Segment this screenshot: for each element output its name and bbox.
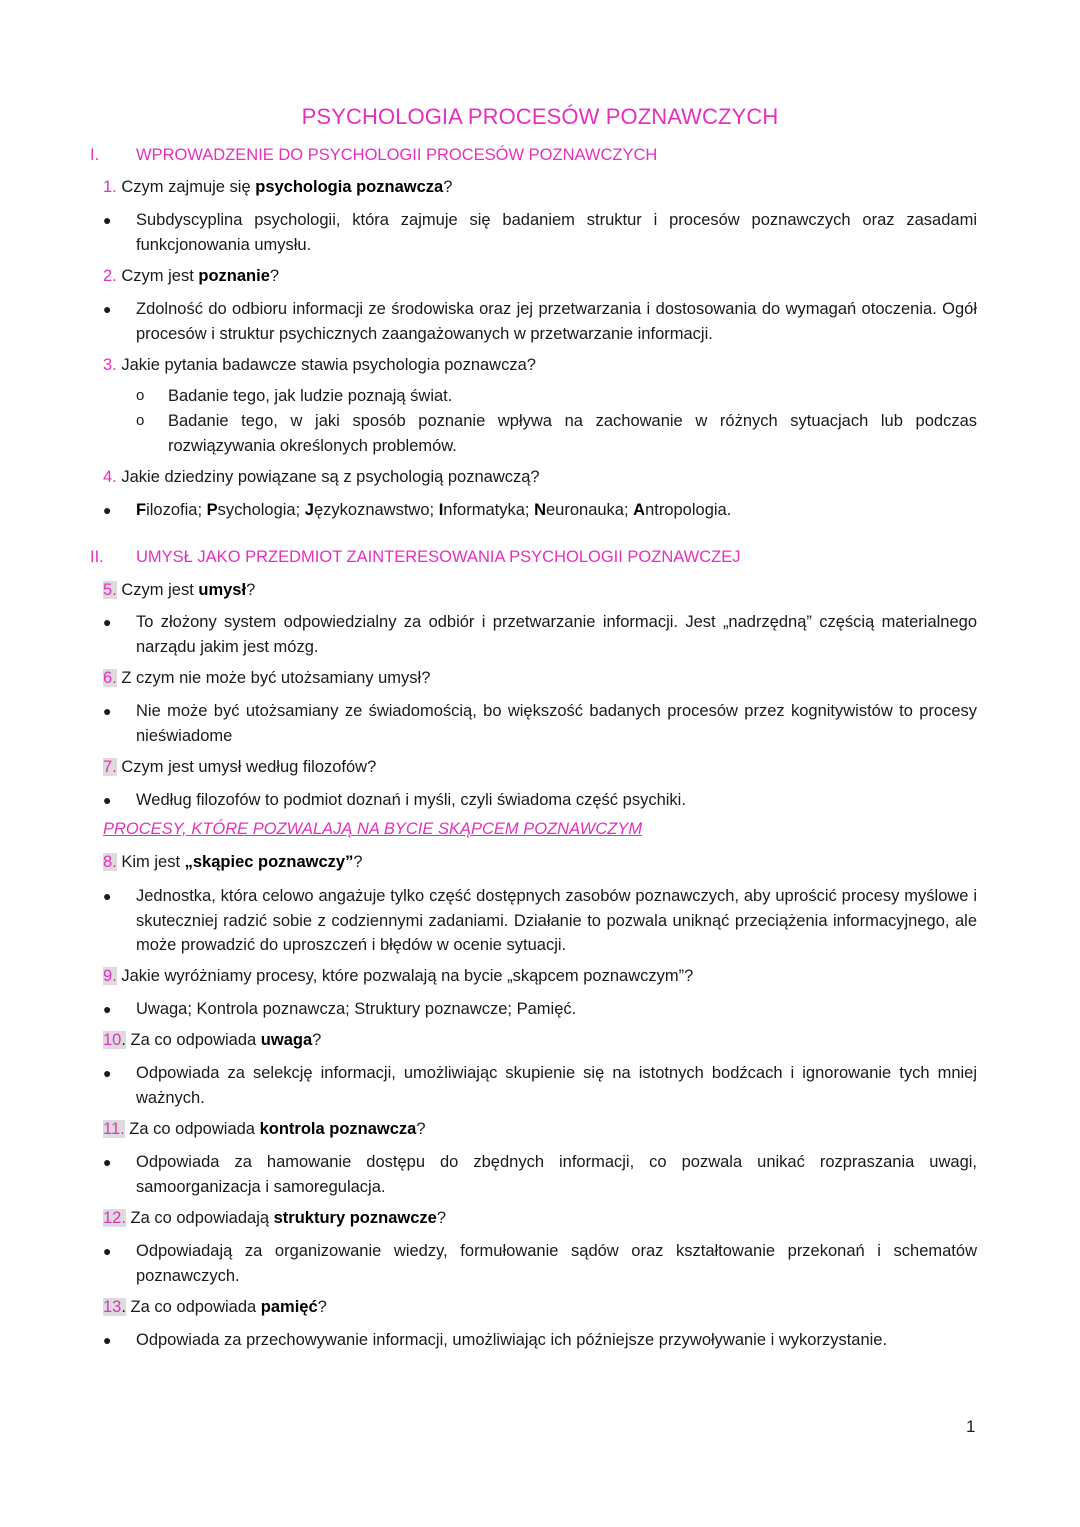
- subsection-heading: PROCESY, KTÓRE POZWALAJĄ NA BYCIE SKĄPCEM POZNAWCZYM: [103, 820, 643, 838]
- answer-12: [103, 1239, 977, 1288]
- answer-11: [103, 1150, 977, 1199]
- section-roman-numeral: I.: [90, 146, 100, 164]
- field-name: ntropologia.: [645, 501, 732, 519]
- question-mark: ?: [416, 1120, 426, 1138]
- question-text: Czym jest: [121, 267, 199, 285]
- question-13: [103, 1296, 327, 1318]
- section-roman-numeral: II.: [90, 548, 104, 566]
- answer-text: Nie może być utożsamiany ze świadomością, bo większość badanych procesów przez kognitywistów to procesy nieświadome: [136, 702, 977, 745]
- question-number: 8.: [103, 853, 117, 871]
- answer-8: [103, 884, 977, 958]
- question-text: Jakie dziedziny powiązane są z psychologią poznawczą?: [121, 468, 540, 486]
- answer-2: [103, 297, 977, 346]
- question-number-digits: 10: [103, 1031, 122, 1049]
- bullet-icon: ●: [103, 703, 112, 719]
- answer-7: [103, 788, 977, 813]
- answer-text: Odpowiada za hamowanie dostępu do zbędnych informacji, co pozwala unikać rozpraszania uwagi, samoorganizacja i samoregulacja.: [136, 1153, 977, 1196]
- question-keyword: kontrola poznawcza: [259, 1120, 417, 1138]
- section-heading-1: [90, 146, 657, 165]
- field-initial: A: [633, 501, 646, 519]
- question-text: Za co odpowiada: [124, 1120, 260, 1138]
- question-8: [103, 851, 363, 873]
- question-number: 2.: [103, 267, 117, 285]
- question-keyword: struktury poznawcze: [273, 1209, 437, 1227]
- sub-answer-3-1: [136, 384, 977, 409]
- answer-4: [103, 498, 977, 523]
- question-text: Za co odpowiadają: [125, 1209, 274, 1227]
- answer-13: [103, 1328, 977, 1353]
- bullet-icon: ●: [103, 614, 112, 630]
- question-3: [103, 354, 536, 376]
- fields-list: [136, 498, 977, 523]
- question-text: Czym jest umysł według filozofów?: [121, 758, 377, 776]
- question-mark: ?: [312, 1031, 322, 1049]
- bullet-icon: ●: [103, 792, 112, 808]
- question-number-dot: .: [121, 1298, 126, 1316]
- question-number: 3.: [103, 356, 117, 374]
- answer-text: Odpowiada za selekcję informacji, umożliwiając skupienie się na istotnych bodźcach i ignorowanie tych mniej ważnych.: [136, 1064, 977, 1107]
- answer-6: [103, 699, 977, 748]
- question-text: Czym zajmuje się: [121, 178, 256, 196]
- sub-bullet-icon: o: [136, 387, 145, 404]
- question-keyword: poznanie: [198, 267, 270, 285]
- answer-text: Subdyscyplina psychologii, która zajmuje się badaniem struktur i procesów poznawczych oraz zasadami funkcjonowania umysłu.: [136, 211, 977, 254]
- bullet-icon: ●: [103, 1065, 112, 1081]
- question-number: 6.: [103, 669, 117, 687]
- question-number: [103, 1298, 126, 1316]
- question-9: [103, 965, 693, 987]
- question-keyword: pamięć: [260, 1298, 318, 1316]
- question-text: Kim jest: [121, 853, 185, 871]
- question-number: 11.: [103, 1120, 125, 1138]
- question-mark: ?: [246, 581, 256, 599]
- page-number: 1: [966, 1417, 976, 1436]
- field-initial: I: [438, 501, 444, 519]
- question-number: [103, 1031, 126, 1049]
- question-mark: ?: [443, 178, 453, 196]
- question-text: Jakie pytania badawcze stawia psychologia poznawcza?: [121, 356, 536, 374]
- answer-text: Jednostka, która celowo angażuje tylko część dostępnych zasobów poznawczych, aby uprościć procesy myślowe i skuteczniej radzić sobie z codziennymi zadaniami. Działanie to pozwala uniknąć przeciążenia informacyjnego, ale może prowadzić do uproszczeń i błędów w ocenie sytuacji.: [136, 887, 977, 954]
- answer-10: [103, 1061, 977, 1110]
- bullet-icon: ●: [103, 212, 112, 228]
- answer-9: [103, 997, 977, 1022]
- question-number: 7.: [103, 758, 117, 776]
- question-mark: ?: [436, 1209, 447, 1227]
- section-title: UMYSŁ JAKO PRZEDMIOT ZAINTERESOWANIA PSYCHOLOGII POZNAWCZEJ: [136, 548, 741, 566]
- sub-bullet-icon: o: [136, 412, 145, 429]
- section-heading-2: [90, 548, 740, 567]
- field-name: sychologia;: [217, 501, 305, 519]
- bullet-icon: ●: [103, 1154, 112, 1170]
- answer-text: Zdolność do odbioru informacji ze środowiska oraz jej przetwarzania i dostosowania do wymagań otoczenia. Ogół procesów i struktur psychicznych zaangażowanych w przetwarzanie informacji.: [136, 300, 977, 343]
- field-name: ilozofia;: [146, 501, 207, 519]
- bullet-icon: ●: [103, 1332, 112, 1348]
- question-5: [103, 579, 255, 601]
- question-10: [103, 1029, 321, 1051]
- field-name: ęzykoznawstwo;: [313, 501, 439, 519]
- bullet-icon: ●: [103, 1243, 112, 1259]
- field-initial: P: [206, 501, 218, 519]
- question-keyword: uwaga: [260, 1031, 313, 1049]
- question-number: 5.: [103, 581, 117, 599]
- question-11: [103, 1118, 426, 1140]
- question-4: [103, 466, 540, 488]
- section-title: WPROWADZENIE DO PSYCHOLOGII PROCESÓW POZNAWCZYCH: [136, 146, 658, 164]
- question-number: 12.: [103, 1209, 126, 1227]
- answer-text: To złożony system odpowiedzialny za odbiór i przetwarzanie informacji. Jest „nadrzędną” częścią materialnego narządu jakim jest mózg.: [136, 613, 977, 656]
- answer-text: Badanie tego, w jaki sposób poznanie wpływa na zachowanie w różnych sytuacjach lub podczas rozwiązywania określonych problemów.: [168, 412, 977, 455]
- question-keyword: „skąpiec poznawczy”: [184, 853, 354, 871]
- bullet-icon: ●: [103, 301, 112, 317]
- question-text: Za co odpowiada: [125, 1031, 261, 1049]
- answer-text: Odpowiada za przechowywanie informacji, umożliwiając ich późniejsze przywoływanie i wykorzystanie.: [136, 1331, 888, 1349]
- question-mark: ?: [269, 267, 280, 285]
- field-name: nformatyka;: [443, 501, 535, 519]
- question-text: Czym jest: [121, 581, 199, 599]
- question-mark: ?: [317, 1298, 327, 1316]
- answer-text: Uwaga; Kontrola poznawcza; Struktury poznawcze; Pamięć.: [136, 1000, 577, 1018]
- field-initial: N: [534, 501, 546, 519]
- question-number: 4.: [103, 468, 117, 486]
- bullet-icon: ●: [103, 1001, 112, 1017]
- question-number: 1.: [103, 178, 117, 196]
- question-number: 9.: [103, 967, 117, 985]
- bullet-icon: ●: [103, 502, 112, 518]
- bullet-icon: ●: [103, 888, 112, 904]
- question-6: [103, 667, 430, 689]
- answer-1: [103, 208, 977, 257]
- question-text: Z czym nie może być utożsamiany umysł?: [121, 669, 431, 687]
- question-number-dot: .: [121, 1031, 126, 1049]
- question-text: Za co odpowiada: [125, 1298, 261, 1316]
- field-initial: F: [136, 501, 147, 519]
- question-number-digits: 13: [103, 1298, 122, 1316]
- field-initial: J: [304, 501, 314, 519]
- answer-text: Według filozofów to podmiot doznań i myśli, czyli świadoma część psychiki.: [136, 791, 686, 809]
- answer-text: Odpowiadają za organizowanie wiedzy, formułowanie sądów oraz kształtowanie przekonań i schematów poznawczych.: [136, 1242, 977, 1285]
- question-text: Jakie wyróżniamy procesy, które pozwalają na bycie „skąpcem poznawczym”?: [121, 967, 694, 985]
- field-name: euronauka;: [546, 501, 634, 519]
- question-12: [103, 1207, 446, 1229]
- question-7: [103, 756, 376, 778]
- question-mark: ?: [353, 853, 363, 871]
- question-keyword: psychologia poznawcza: [255, 178, 444, 196]
- sub-answer-3-2: [136, 409, 977, 458]
- answer-text: Badanie tego, jak ludzie poznają świat.: [168, 387, 453, 405]
- question-1: [103, 176, 452, 198]
- document-title: PSYCHOLOGIA PROCESÓW POZNAWCZYCH: [301, 104, 779, 129]
- question-2: [103, 265, 279, 287]
- answer-5: [103, 610, 977, 659]
- question-keyword: umysł: [198, 581, 247, 599]
